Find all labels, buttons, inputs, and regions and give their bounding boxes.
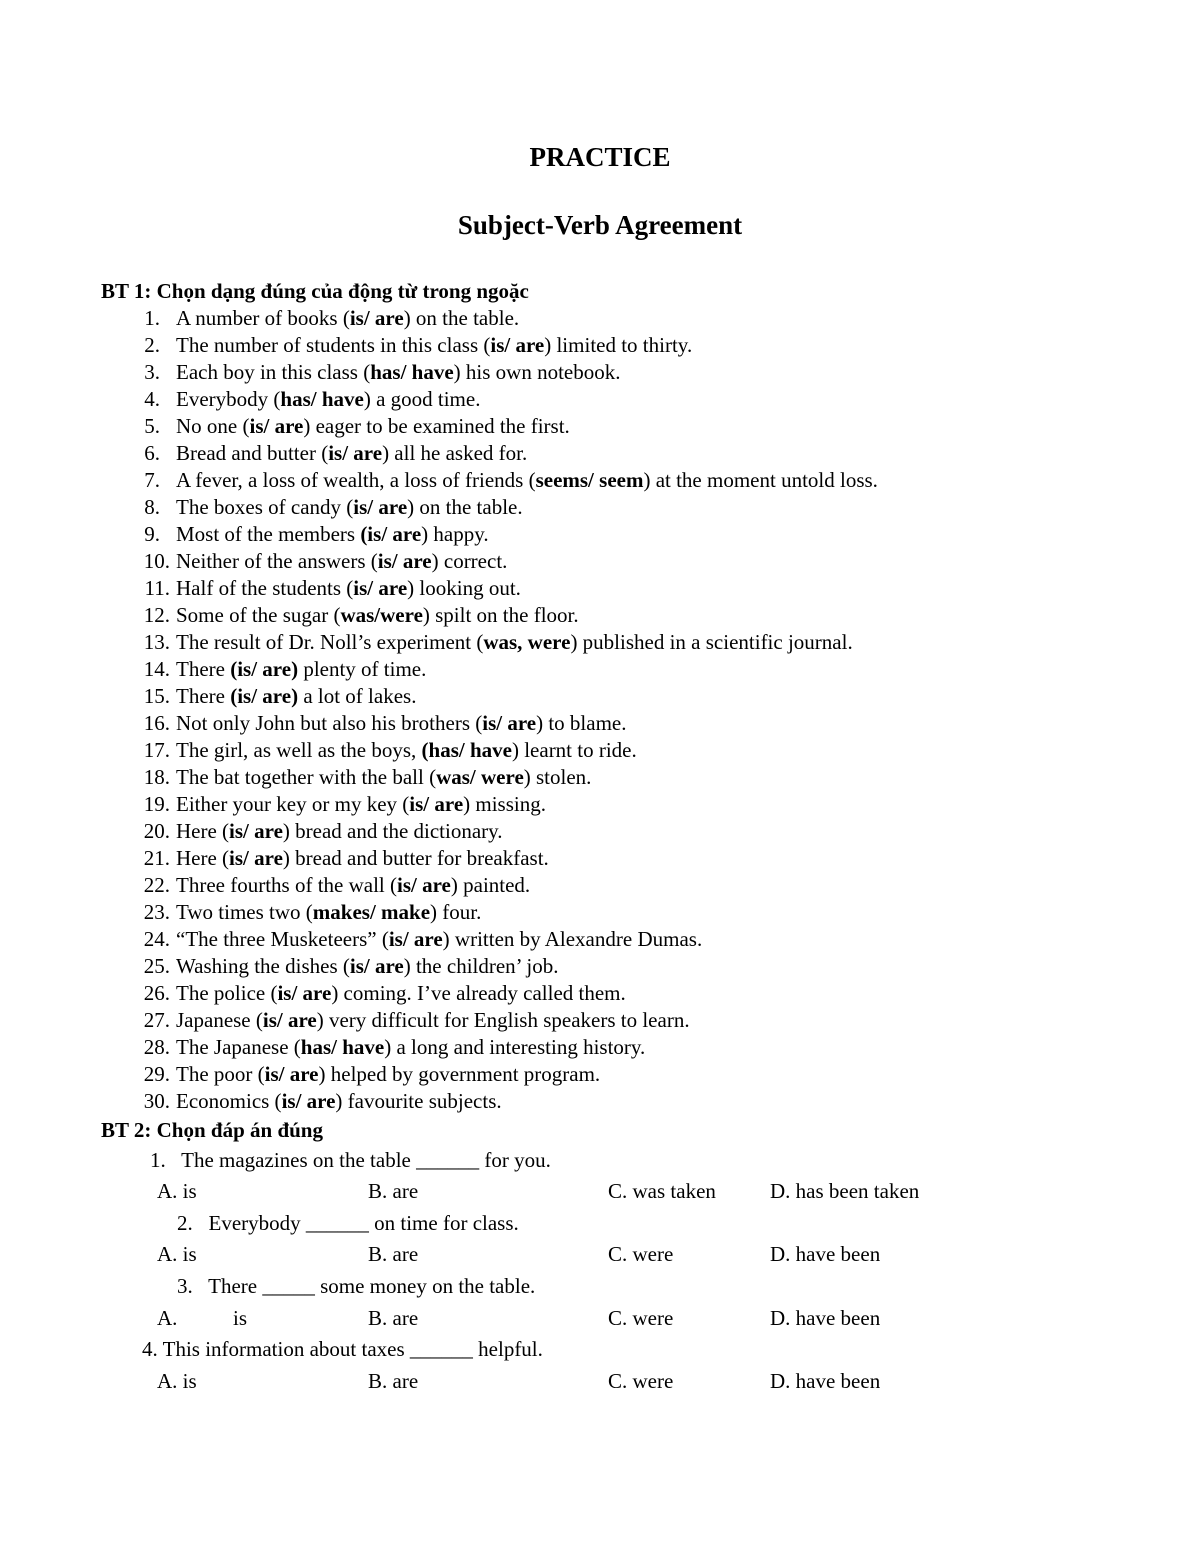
item-text-before: Everybody ( bbox=[176, 387, 281, 411]
list-item bbox=[0, 764, 1200, 791]
verb-choice[interactable]: is/ are bbox=[249, 414, 304, 438]
item-text-after: ) all he asked for. bbox=[382, 441, 528, 465]
verb-choice[interactable]: (is/ are bbox=[360, 522, 422, 546]
item-number: 5. bbox=[144, 414, 160, 438]
item-text-before: Washing the dishes ( bbox=[176, 954, 350, 978]
item-text-after: ) correct. bbox=[431, 549, 508, 573]
item-text-before: No one ( bbox=[176, 414, 250, 438]
item-text-after: ) bread and butter for breakfast. bbox=[282, 846, 549, 870]
item-text bbox=[176, 602, 579, 629]
item-text-after: ) his own notebook. bbox=[453, 360, 621, 384]
item-text-after: ) favourite subjects. bbox=[335, 1089, 502, 1113]
option-c[interactable]: C. was taken bbox=[608, 1179, 716, 1203]
option-b[interactable]: B. are bbox=[368, 1306, 419, 1330]
verb-choice[interactable]: is/ are bbox=[490, 333, 545, 357]
item-text-after: ) written by Alexandre Dumas. bbox=[442, 927, 703, 951]
item-text bbox=[176, 980, 626, 1007]
item-text-before: There bbox=[176, 657, 231, 681]
item-number: 30. bbox=[143, 1089, 170, 1113]
question-text: Everybody ______ on time for class. bbox=[208, 1211, 519, 1235]
item-number: 22. bbox=[143, 873, 170, 897]
list-item bbox=[0, 575, 1200, 602]
item-text-before: Economics ( bbox=[176, 1089, 282, 1113]
item-text-before: The boxes of candy ( bbox=[176, 495, 354, 519]
item-text-after: ) missing. bbox=[463, 792, 546, 816]
list-item bbox=[0, 899, 1200, 926]
question-number: 2. bbox=[177, 1211, 193, 1235]
item-text-before: Japanese ( bbox=[176, 1008, 263, 1032]
verb-choice[interactable]: has/ have bbox=[370, 360, 454, 384]
item-text-before: A fever, a loss of wealth, a loss of friends ( bbox=[176, 468, 536, 492]
verb-choice[interactable]: was/ were bbox=[436, 765, 524, 789]
verb-choice[interactable]: was/were bbox=[340, 603, 423, 627]
item-text-after: ) limited to thirty. bbox=[544, 333, 693, 357]
item-number: 23. bbox=[143, 900, 170, 924]
list-item bbox=[0, 791, 1200, 818]
item-text bbox=[176, 494, 523, 521]
exercise-1-heading: BT 1: Chọn dạng đúng của động từ trong ngoặc bbox=[101, 279, 529, 303]
list-item bbox=[0, 683, 1200, 710]
item-number: 26. bbox=[143, 981, 170, 1005]
item-text bbox=[176, 440, 527, 467]
item-text bbox=[176, 548, 507, 575]
item-text-before: Either your key or my key ( bbox=[176, 792, 410, 816]
item-text-before: Each boy in this class ( bbox=[176, 360, 371, 384]
verb-choice[interactable]: seems/ seem bbox=[535, 468, 644, 492]
list-item bbox=[0, 494, 1200, 521]
item-text bbox=[176, 683, 416, 710]
list-item bbox=[0, 467, 1200, 494]
item-text-after: ) on the table. bbox=[403, 306, 520, 330]
item-text-after: ) at the moment untold loss. bbox=[643, 468, 878, 492]
item-number: 25. bbox=[143, 954, 170, 978]
verb-choice[interactable]: is/ are bbox=[397, 873, 451, 897]
item-text-after: ) published in a scientific journal. bbox=[570, 630, 853, 654]
verb-choice[interactable]: is/ are bbox=[281, 1089, 336, 1113]
item-text-before: Some of the sugar ( bbox=[176, 603, 341, 627]
item-text-after: ) spilt on the floor. bbox=[422, 603, 579, 627]
verb-choice[interactable]: is/ are bbox=[353, 576, 408, 600]
item-text-before: Bread and butter ( bbox=[176, 441, 329, 465]
item-number: 13. bbox=[143, 630, 170, 654]
list-item bbox=[0, 305, 1200, 332]
verb-choice[interactable]: has/ have bbox=[300, 1035, 385, 1059]
verb-choice[interactable]: (is/ are) bbox=[230, 657, 299, 681]
item-text bbox=[176, 521, 489, 548]
option-b[interactable]: B. are bbox=[368, 1179, 419, 1203]
list-item bbox=[0, 521, 1200, 548]
item-text bbox=[176, 899, 481, 926]
item-number: 1. bbox=[144, 306, 160, 330]
item-number: 9. bbox=[144, 522, 160, 546]
list-item bbox=[0, 818, 1200, 845]
item-text bbox=[176, 926, 702, 953]
verb-choice[interactable]: is/ are bbox=[388, 927, 443, 951]
exercise-2-question-3 bbox=[177, 1273, 535, 1300]
item-text-after: ) eager to be examined the first. bbox=[303, 414, 570, 438]
exercise-2-question-2 bbox=[177, 1210, 519, 1237]
item-text bbox=[176, 845, 549, 872]
option-b[interactable]: B. are bbox=[368, 1242, 419, 1266]
question-text: There _____ some money on the table. bbox=[208, 1274, 536, 1298]
item-text bbox=[176, 791, 546, 818]
question-number: 4. bbox=[142, 1337, 158, 1361]
item-text bbox=[176, 413, 570, 440]
item-number: 12. bbox=[143, 603, 170, 627]
list-item bbox=[0, 386, 1200, 413]
item-text-before: The number of students in this class ( bbox=[176, 333, 491, 357]
list-item bbox=[0, 737, 1200, 764]
item-text-before: Half of the students ( bbox=[176, 576, 354, 600]
item-text-after: plenty of time. bbox=[298, 657, 427, 681]
item-text bbox=[176, 1088, 502, 1115]
item-text-before: “The three Musketeers” ( bbox=[176, 927, 389, 951]
item-number: 3. bbox=[144, 360, 160, 384]
list-item bbox=[0, 980, 1200, 1007]
item-number: 4. bbox=[144, 387, 160, 411]
list-item bbox=[0, 710, 1200, 737]
option-c[interactable]: C. were bbox=[608, 1369, 674, 1393]
item-text bbox=[176, 656, 426, 683]
list-item bbox=[0, 332, 1200, 359]
option-b[interactable]: B. are bbox=[368, 1369, 419, 1393]
item-text bbox=[176, 467, 878, 494]
list-item bbox=[0, 1088, 1200, 1115]
item-text-after: ) learnt to ride. bbox=[511, 738, 637, 762]
item-number: 29. bbox=[143, 1062, 170, 1086]
item-text-after: ) stolen. bbox=[523, 765, 592, 789]
item-text bbox=[176, 872, 530, 899]
list-item bbox=[0, 926, 1200, 953]
verb-choice[interactable]: makes/ make bbox=[312, 900, 431, 924]
question-number: 1. bbox=[150, 1148, 166, 1172]
item-text-after: ) painted. bbox=[450, 873, 531, 897]
item-text bbox=[176, 305, 519, 332]
item-text bbox=[176, 710, 626, 737]
item-text-before: Neither of the answers ( bbox=[176, 549, 378, 573]
item-number: 2. bbox=[144, 333, 160, 357]
item-number: 17. bbox=[143, 738, 170, 762]
option-a-value[interactable]: is bbox=[233, 1306, 248, 1330]
item-number: 7. bbox=[144, 468, 160, 492]
item-text-before: Here ( bbox=[176, 819, 230, 843]
list-item bbox=[0, 1061, 1200, 1088]
question-text: The magazines on the table ______ for you. bbox=[181, 1148, 551, 1172]
item-text-after: ) helped by government program. bbox=[318, 1062, 601, 1086]
item-text bbox=[176, 764, 591, 791]
item-number: 27. bbox=[143, 1008, 170, 1032]
item-text-after: ) looking out. bbox=[407, 576, 521, 600]
item-text-after: ) very difficult for English speakers to learn. bbox=[316, 1008, 690, 1032]
item-text bbox=[176, 332, 692, 359]
item-text-before: Two times two ( bbox=[176, 900, 313, 924]
verb-choice[interactable]: is/ are bbox=[353, 495, 408, 519]
option-d[interactable]: D. have been bbox=[770, 1306, 881, 1330]
item-text bbox=[176, 386, 480, 413]
item-text-after: a lot of lakes. bbox=[298, 684, 417, 708]
item-number: 8. bbox=[144, 495, 160, 519]
list-item bbox=[0, 413, 1200, 440]
verb-choice[interactable]: is/ are bbox=[277, 981, 332, 1005]
item-text-after: ) to blame. bbox=[536, 711, 627, 735]
item-number: 21. bbox=[143, 846, 170, 870]
option-a[interactable]: A. is bbox=[157, 1242, 197, 1266]
item-text bbox=[176, 629, 853, 656]
exercise-1-list bbox=[0, 305, 1200, 1115]
option-d[interactable]: D. has been taken bbox=[770, 1179, 920, 1203]
option-a[interactable]: A. is bbox=[157, 1179, 197, 1203]
item-text-before: Not only John but also his brothers ( bbox=[176, 711, 483, 735]
item-text-after: ) bread and the dictionary. bbox=[282, 819, 503, 843]
item-number: 15. bbox=[143, 684, 170, 708]
verb-choice[interactable]: is/ are bbox=[264, 1062, 319, 1086]
question-text: This information about taxes ______ helpful. bbox=[162, 1337, 543, 1361]
verb-choice[interactable]: is/ are bbox=[262, 1008, 317, 1032]
option-a[interactable]: A. bbox=[157, 1306, 178, 1330]
verb-choice[interactable]: is/ are bbox=[229, 819, 283, 843]
item-text-after: ) four. bbox=[430, 900, 482, 924]
item-text bbox=[176, 359, 620, 386]
option-c[interactable]: C. were bbox=[608, 1306, 674, 1330]
item-number: 24. bbox=[143, 927, 170, 951]
list-item bbox=[0, 1007, 1200, 1034]
verb-choice[interactable]: is/ are bbox=[377, 549, 432, 573]
item-number: 16. bbox=[143, 711, 170, 735]
item-text-after: ) a good time. bbox=[363, 387, 481, 411]
verb-choice[interactable]: is/ are bbox=[349, 306, 404, 330]
item-text bbox=[176, 1061, 600, 1088]
item-number: 10. bbox=[143, 549, 170, 573]
option-d[interactable]: D. have been bbox=[770, 1369, 881, 1393]
item-text bbox=[176, 1034, 645, 1061]
item-number: 19. bbox=[143, 792, 170, 816]
item-number: 14. bbox=[143, 657, 170, 681]
exercise-2-question-1 bbox=[150, 1147, 551, 1174]
item-text-before: The Japanese ( bbox=[176, 1035, 301, 1059]
item-text-after: ) happy. bbox=[421, 522, 489, 546]
option-c[interactable]: C. were bbox=[608, 1242, 674, 1266]
verb-choice[interactable]: is/ are bbox=[328, 441, 383, 465]
item-number: 18. bbox=[143, 765, 170, 789]
item-text-before: The bat together with the ball ( bbox=[176, 765, 437, 789]
item-text-before: The police ( bbox=[176, 981, 278, 1005]
page-subtitle: Subject-Verb Agreement bbox=[457, 210, 743, 240]
item-number: 6. bbox=[144, 441, 160, 465]
item-text-before: A number of books ( bbox=[176, 306, 350, 330]
item-text-after: ) a long and interesting history. bbox=[384, 1035, 646, 1059]
question-number: 3. bbox=[177, 1274, 193, 1298]
list-item bbox=[0, 548, 1200, 575]
exercise-2-heading: BT 2: Chọn đáp án đúng bbox=[101, 1118, 323, 1142]
item-number: 28. bbox=[143, 1035, 170, 1059]
item-text-after: ) the children’ job. bbox=[403, 954, 559, 978]
list-item bbox=[0, 602, 1200, 629]
list-item bbox=[0, 953, 1200, 980]
item-text-before: Most of the members bbox=[176, 522, 361, 546]
list-item bbox=[0, 1034, 1200, 1061]
exercise-2-question-4 bbox=[142, 1336, 543, 1363]
item-text bbox=[176, 1007, 690, 1034]
verb-choice[interactable]: (has/ have bbox=[421, 738, 512, 762]
item-number: 11. bbox=[144, 576, 170, 600]
item-text bbox=[176, 818, 503, 845]
verb-choice[interactable]: is/ are bbox=[229, 846, 283, 870]
list-item bbox=[0, 845, 1200, 872]
verb-choice[interactable]: is/ are bbox=[349, 954, 404, 978]
list-item bbox=[0, 872, 1200, 899]
list-item bbox=[0, 440, 1200, 467]
item-number: 20. bbox=[143, 819, 170, 843]
verb-choice[interactable]: is/ are bbox=[482, 711, 537, 735]
item-text bbox=[176, 575, 521, 602]
option-d[interactable]: D. have been bbox=[770, 1242, 881, 1266]
item-text bbox=[176, 953, 558, 980]
option-a[interactable]: A. is bbox=[157, 1369, 197, 1393]
list-item bbox=[0, 629, 1200, 656]
list-item bbox=[0, 656, 1200, 683]
item-text-before: The girl, as well as the boys, bbox=[176, 738, 422, 762]
item-text-after: ) on the table. bbox=[407, 495, 523, 519]
item-text-before: The poor ( bbox=[176, 1062, 265, 1086]
item-text bbox=[176, 737, 637, 764]
verb-choice[interactable]: has/ have bbox=[280, 387, 364, 411]
verb-choice[interactable]: (is/ are) bbox=[230, 684, 299, 708]
item-text-after: ) coming. I’ve already called them. bbox=[331, 981, 626, 1005]
page-title: PRACTICE bbox=[529, 142, 671, 172]
verb-choice[interactable]: is/ are bbox=[409, 792, 464, 816]
list-item bbox=[0, 359, 1200, 386]
verb-choice[interactable]: was, were bbox=[483, 630, 571, 654]
item-text-before: The result of Dr. Noll’s experiment ( bbox=[176, 630, 484, 654]
item-text-before: There bbox=[176, 684, 231, 708]
item-text-before: Three fourths of the wall ( bbox=[176, 873, 398, 897]
item-text-before: Here ( bbox=[176, 846, 230, 870]
